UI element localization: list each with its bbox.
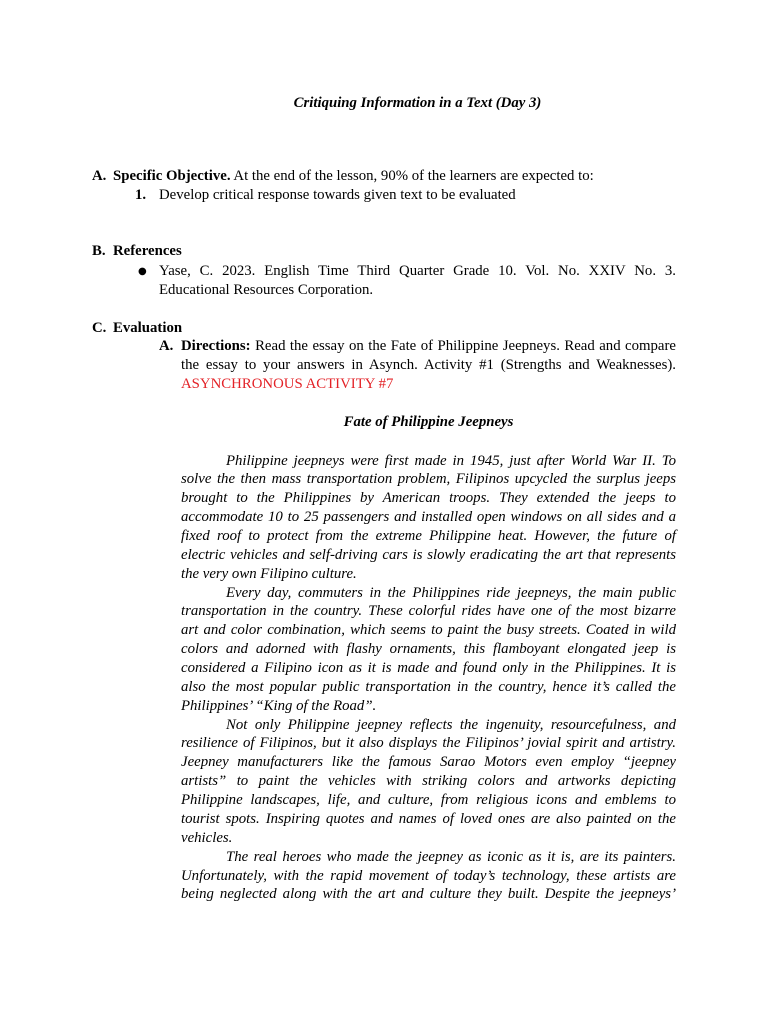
directions-line bbox=[181, 337, 676, 356]
essay-line: also the most popular public transportation in the country, hence it’s called the bbox=[181, 678, 676, 695]
section-a-text: At the end of the lesson, 90% of the learners are expected to: bbox=[233, 167, 594, 184]
section-c-marker: C. bbox=[92, 319, 107, 336]
essay-body bbox=[181, 452, 676, 905]
essay-line: vehicles. bbox=[181, 829, 233, 846]
section-c-heading: Evaluation bbox=[113, 319, 183, 336]
essay-line: considered a Filipino icon as it is made and found only in the Philippines. It is bbox=[181, 660, 676, 677]
essay-line: fixed roof to protect from the extreme Philippine heat. However, the future of bbox=[181, 528, 676, 545]
reference-line: Yase, C. 2023. English Time Third Quarter Grade 10. Vol. No. XXIV No. 3. bbox=[159, 262, 676, 279]
essay-line: being neglected along with the art and culture they built. Despite the jeepneys’ bbox=[181, 886, 676, 903]
essay-line: the very own Filipino culture. bbox=[181, 565, 357, 582]
directions-label: Directions: bbox=[181, 337, 251, 354]
essay-line: transportation in the country. These colorful rides have one of the most bizarre bbox=[181, 603, 676, 620]
essay-line: Jeepney manufacturers like the famous Sarao Motors even employ “jeepney bbox=[181, 754, 676, 771]
section-b-heading: References bbox=[113, 242, 182, 259]
essay-line: accommodate 10 to 25 passengers and installed open windows on all sides and a bbox=[181, 509, 676, 526]
activity-label: ASYNCHRONOUS ACTIVITY #7 bbox=[181, 375, 394, 392]
objective-item-text: Develop critical response towards given text to be evaluated bbox=[159, 186, 516, 203]
page-title: Critiquing Information in a Text (Day 3) bbox=[293, 94, 542, 111]
essay-line: Every day, commuters in the Philippines ride jeepneys, the main public bbox=[226, 584, 676, 601]
essay-line: The real heroes who made the jeepney as iconic as it is, are its painters. bbox=[226, 848, 676, 865]
essay-line: artists” to paint the vehicles with striking colors and artworks depicting bbox=[181, 773, 676, 790]
essay-line: tourist spots. Inspiring quotes and names of loved ones are also painted on the bbox=[181, 810, 676, 827]
essay-line: solve the then mass transportation problem, Filipinos upcycled the surplus jeeps bbox=[181, 471, 676, 488]
essay-line: Philippines’ “King of the Road”. bbox=[181, 697, 377, 714]
section-b-marker: B. bbox=[92, 242, 106, 259]
essay-line: Unfortunately, with the rapid movement of today’s technology, these artists are bbox=[181, 867, 676, 884]
essay-line: Philippine landscapes, life, and culture, from religious icons and emblems to bbox=[181, 792, 676, 809]
essay-line: brought to the Philippines by American troops. They extended the jeeps to bbox=[181, 490, 676, 507]
section-a-line bbox=[113, 167, 594, 186]
directions-block bbox=[181, 337, 676, 394]
essay-title: Fate of Philippine Jeepneys bbox=[343, 413, 514, 430]
reference-line: Educational Resources Corporation. bbox=[159, 281, 374, 298]
directions-line: the essay to your answers in Asynch. Activity #1 (Strengths and Weaknesses). bbox=[181, 356, 676, 373]
section-a-heading: Specific Objective. bbox=[113, 167, 231, 184]
essay-line: Not only Philippine jeepney reflects the ingenuity, resourcefulness, and bbox=[226, 716, 676, 733]
directions-marker: A. bbox=[159, 337, 174, 354]
list-bullet-icon: ● bbox=[138, 265, 147, 277]
directions-text: Read the essay on the Fate of Philippine Jeepneys. Read and compare bbox=[255, 337, 676, 354]
essay-line: Philippine jeepneys were first made in 1945, just after World War II. To bbox=[226, 452, 676, 469]
essay-line: resilience of Filipinos, but it also displays the Filipinos’ jovial spirit and artistry. bbox=[181, 735, 676, 752]
essay-line: electric vehicles and self-driving cars is slowly eradicating the art that represents bbox=[181, 546, 676, 563]
objective-item-marker: 1. bbox=[135, 186, 147, 203]
section-a-marker: A. bbox=[92, 167, 107, 184]
essay-line: colors and adorned with flashy ornaments, this flamboyant elongated jeep is bbox=[181, 641, 676, 658]
essay-line: art and color combination, which seems to paint the busy streets. Coated in wild bbox=[181, 622, 676, 639]
reference-entry bbox=[159, 262, 676, 300]
